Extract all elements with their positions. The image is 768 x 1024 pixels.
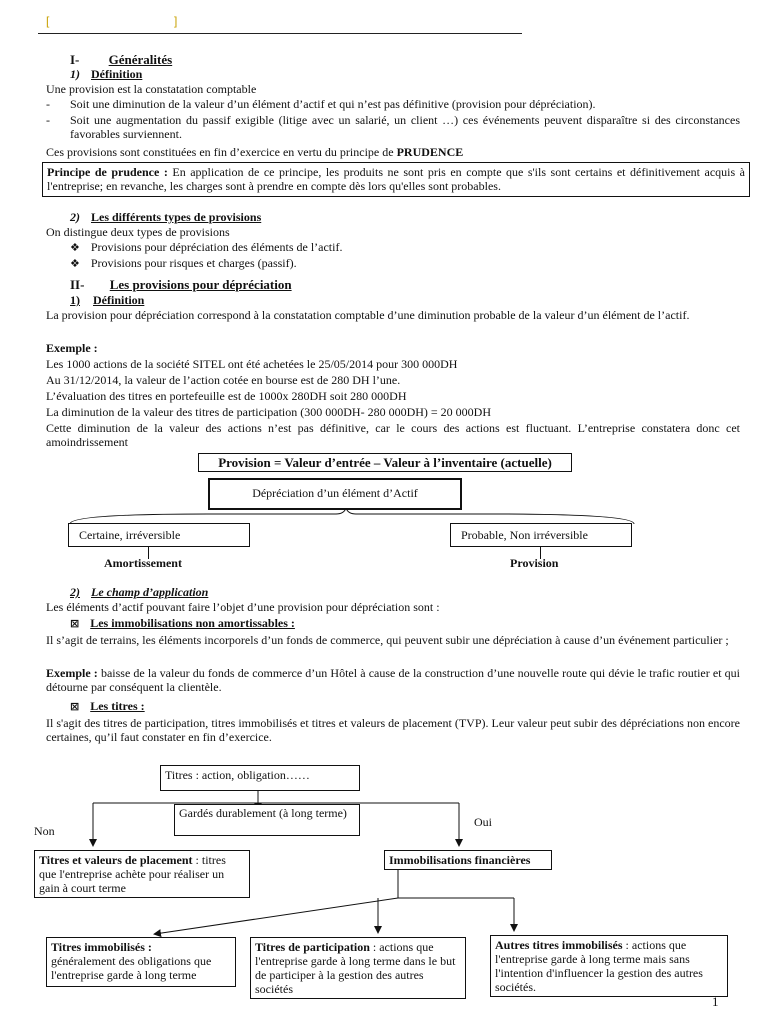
tree-child-text: : actions que l'entreprise garde à long terme mais sans l'intention d'influencer la gestion des autres sociétés. <box>495 938 703 994</box>
paragraph: Une provision est la constatation comptable <box>46 82 257 96</box>
header-right-bracket: ] <box>174 14 178 28</box>
example-text: baisse de la valeur du fonds de commerce d’un Hôtel à cause de la construction d’une nouvelle route qui dévie le trafic routier et qui détourne par conséquent la clientèle. <box>46 666 741 695</box>
tree-yes-label: Oui <box>474 815 492 829</box>
tree-child-box-3 <box>490 935 728 997</box>
bullet-text: Soit une augmentation du passif exigible (litige avec un salarié, un client …) ces événements peuvent disparaître si des circonstances favorables surviennent. <box>70 113 740 142</box>
sub-title: Définition <box>93 293 145 307</box>
paragraph: La provision pour dépréciation correspond à la constatation comptable d’une diminution probable de la valeur d’un élément de l’actif. <box>46 308 690 322</box>
formula-box: Provision = Valeur d’entrée – Valeur à l’inventaire (actuelle) <box>198 453 572 472</box>
diamond-bullet-icon: ❖ <box>70 241 80 254</box>
diamond-bullet-icon: ❖ <box>70 257 80 270</box>
example-label: Exemple : <box>46 666 98 680</box>
paragraph: On distingue deux types de provisions <box>46 225 230 239</box>
diagram-right-outcome: Provision <box>510 556 559 570</box>
example-line: Les 1000 actions de la société SITEL ont été achetées le 25/05/2014 pour 300 000DH <box>46 357 458 371</box>
sub-number: 2) <box>70 210 80 224</box>
bullet-item: - Soit une augmentation du passif exigible (litige avec un salarié, un client …) ces événements peuvent disparaître si des circonstances favorables surviennent. <box>46 113 740 142</box>
tree-left-title: Titres et valeurs de placement <box>39 853 193 867</box>
diagram-right-box: Probable, Non irréversible <box>450 523 632 547</box>
list-item-text: Provisions pour risques et charges (passif). <box>90 256 297 270</box>
paragraph-text: Ces provisions sont constituées en fin d’exercice en vertu du principe de <box>46 145 394 159</box>
example-line: Cette diminution de la valeur des actions n’est pas définitive, car le cours des actions est fluctuant. L’entreprise constatera donc cet amoindrissement <box>46 421 740 450</box>
diagram-left-box: Certaine, irréversible <box>68 523 250 547</box>
example-line: L’évaluation des titres en portefeuille est de 1000x 280DH soit 280 000DH <box>46 389 407 403</box>
example-line: La diminution de la valeur des titres de participation (300 000DH- 280 000DH) = 20 000DH <box>46 405 492 419</box>
diagram-top-box: Dépréciation d’un élément d’Actif <box>208 478 462 510</box>
tree-left-text: : titres que l'entreprise achète pour réaliser un gain à court terme <box>39 853 226 895</box>
sub-number: 2) <box>70 585 80 599</box>
category-title: Les titres : <box>90 699 145 713</box>
tree-root-box: Titres : action, obligation…… <box>160 765 360 791</box>
section-1-number: I- <box>70 52 80 67</box>
section-1-title: Généralités <box>108 52 173 67</box>
paragraph: Il s'agit des titres de participation, titres immobilisés et titres et valeurs de placement (TVP). Leur valeur peut subir des dépréciations non encore certaines, qu’il faut constater en fin d’exercice. <box>46 716 740 745</box>
tree-child-text: : actions que l'entreprise garde à long terme dans le but de participer à la gestion des autres sociétés <box>255 940 456 996</box>
list-item-text: Provisions pour dépréciation des éléments de l’actif. <box>90 240 343 254</box>
prudence-box-text: En application de ce principe, les produits ne sont pris en compte que s'ils sont certains et définitivement acquis à l'entreprise; en revanche, les charges sont à prendre en compte dès lors qu'elles sont probables. <box>47 165 746 194</box>
boxed-x-icon: ⊠ <box>70 700 80 713</box>
sub-title: Le champ d’application <box>91 585 209 599</box>
paragraph: Les éléments d’actif pouvant faire l’objet d’une provision pour dépréciation sont : <box>46 600 440 614</box>
prudence-keyword: PRUDENCE <box>396 145 464 159</box>
sub-title: Définition <box>91 67 143 81</box>
section-2-number: II- <box>70 277 85 292</box>
boxed-x-icon: ⊠ <box>70 617 80 630</box>
bullet-item: - Soit une diminution de la valeur d’un élément d’actif et qui n’est pas définitive (provision pour dépréciation). <box>46 97 740 111</box>
page-number: 1 <box>712 994 719 1009</box>
paragraph: Il s’agit de terrains, les éléments incorporels d’un fonds de commerce, qui peuvent subir une dépréciation à cause d’un événement particulier ; <box>46 633 729 647</box>
section-2-title: Les provisions pour dépréciation <box>109 277 292 292</box>
prudence-box-label: Principe de prudence : <box>47 165 168 179</box>
sub-number: 1) <box>70 293 80 307</box>
tree-child-text: généralement des obligations que l'entreprise garde à long terme <box>51 954 212 982</box>
sub-number: 1) <box>70 67 80 81</box>
bullet-text: Soit une diminution de la valeur d’un élément d’actif et qui n’est pas définitive (provision pour dépréciation). <box>70 97 596 111</box>
sub-title: Les différents types de provisions <box>91 210 262 224</box>
tree-child-title: Autres titres immobilisés <box>495 938 623 952</box>
category-title: Les immobilisations non amortissables : <box>90 616 295 630</box>
header-left-bracket: [ <box>46 14 50 28</box>
tree-child-box-1 <box>46 937 236 987</box>
tree-child-title: Titres immobilisés : <box>51 940 152 954</box>
diagram-left-outcome: Amortissement <box>104 556 182 570</box>
example-line: Au 31/12/2014, la valeur de l’action cotée en bourse est de 280 DH l’une. <box>46 373 401 387</box>
tree-no-label: Non <box>34 824 55 838</box>
tree-child-title: Titres de participation <box>255 940 370 954</box>
tree-left-box <box>34 850 250 898</box>
tree-child-box-2 <box>250 937 466 999</box>
tree-right-box: Immobilisations financières <box>384 850 552 870</box>
tree-question-box: Gardés durablement (à long terme) <box>174 804 360 836</box>
example-label: Exemple : <box>46 341 98 355</box>
